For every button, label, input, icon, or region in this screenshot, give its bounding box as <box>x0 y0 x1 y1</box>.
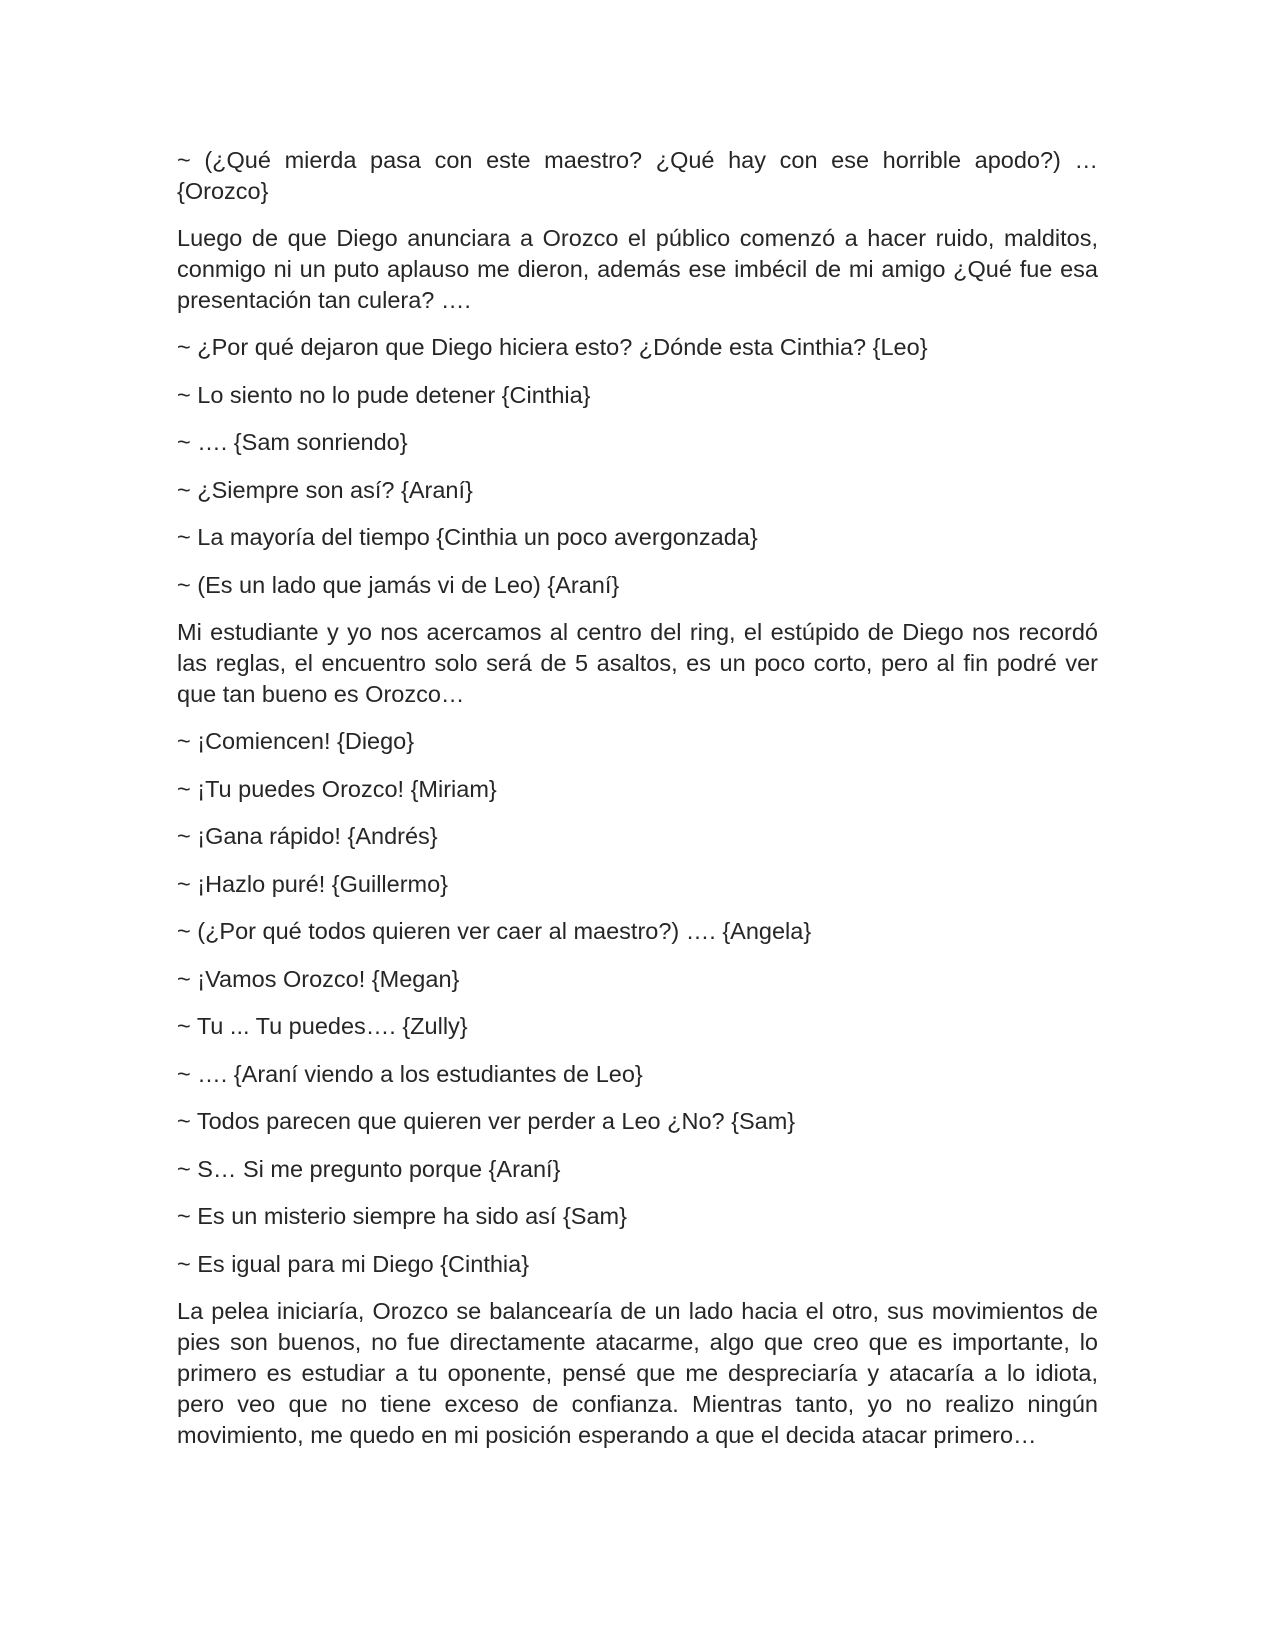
dialogue-line: ~ Todos parecen que quieren ver perder a Leo ¿No? {Sam} <box>177 1108 796 1134</box>
dialogue-line: ~ Es un misterio siempre ha sido así {Sam} <box>177 1203 627 1229</box>
dialogue-line: ~ ¡Vamos Orozco! {Megan} <box>177 965 460 992</box>
dialogue-line: ~ …. {Araní viendo a los estudiantes de Leo} <box>177 1060 643 1087</box>
dialogue-line: ~ ¡Comiencen! {Diego} <box>177 728 415 754</box>
dialogue-line: ~ Tu ... Tu puedes…. {Zully} <box>177 1013 468 1039</box>
narrative-paragraph: La pelea iniciaría, Orozco se balancearía de un lado hacia el otro, sus movimientos de pies son buenos, no fue directamente atacarme, algo que creo que es importante, lo primero es estudiar a tu oponente, pensé que me despreciaría y atacaría a lo idiota, pero veo que no tiene exceso de confianza. Mientras tanto, yo no realizo ningún movimiento, me quedo en mi posición esperando a que el decida atacar primero… <box>177 1298 1098 1448</box>
dialogue-line: ~ …. {Sam sonriendo} <box>177 429 408 455</box>
document-page <box>177 145 1098 1467</box>
dialogue-line: ~ (Es un lado que jamás vi de Leo) {Araní} <box>177 571 620 598</box>
dialogue-line: ~ Es igual para mi Diego {Cinthia} <box>177 1250 530 1277</box>
dialogue-line: ~ Lo siento no lo pude detener {Cinthia} <box>177 381 591 408</box>
dialogue-line: ~ ¿Siempre son así? {Araní} <box>177 476 473 503</box>
dialogue-line: ~ ¡Tu puedes Orozco! {Miriam} <box>177 775 497 802</box>
dialogue-line: ~ ¡Hazlo puré! {Guillermo} <box>177 870 449 897</box>
dialogue-line: ~ La mayoría del tiempo {Cinthia un poco avergonzada} <box>177 524 758 550</box>
dialogue-line: ~ (¿Qué mierda pasa con este maestro? ¿Qué hay con ese horrible apodo?) … {Orozco} <box>177 147 1098 204</box>
dialogue-line: ~ (¿Por qué todos quieren ver caer al maestro?) …. {Angela} <box>177 918 812 944</box>
narrative-paragraph: Luego de que Diego anunciara a Orozco el público comenzó a hacer ruido, malditos, conmigo ni un puto aplauso me dieron, además ese imbécil de mi amigo ¿Qué fue esa presentación tan culera? …. <box>177 225 1098 313</box>
narrative-paragraph: Mi estudiante y yo nos acercamos al centro del ring, el estúpido de Diego nos recordó las reglas, el encuentro solo será de 5 asaltos, es un poco corto, pero al fin podré ver que tan bueno es Orozco… <box>177 619 1098 707</box>
dialogue-line: ~ ¿Por qué dejaron que Diego hiciera esto? ¿Dónde esta Cinthia? {Leo} <box>177 334 928 360</box>
dialogue-line: ~ S… Si me pregunto porque {Araní} <box>177 1155 561 1182</box>
dialogue-line: ~ ¡Gana rápido! {Andrés} <box>177 823 438 849</box>
